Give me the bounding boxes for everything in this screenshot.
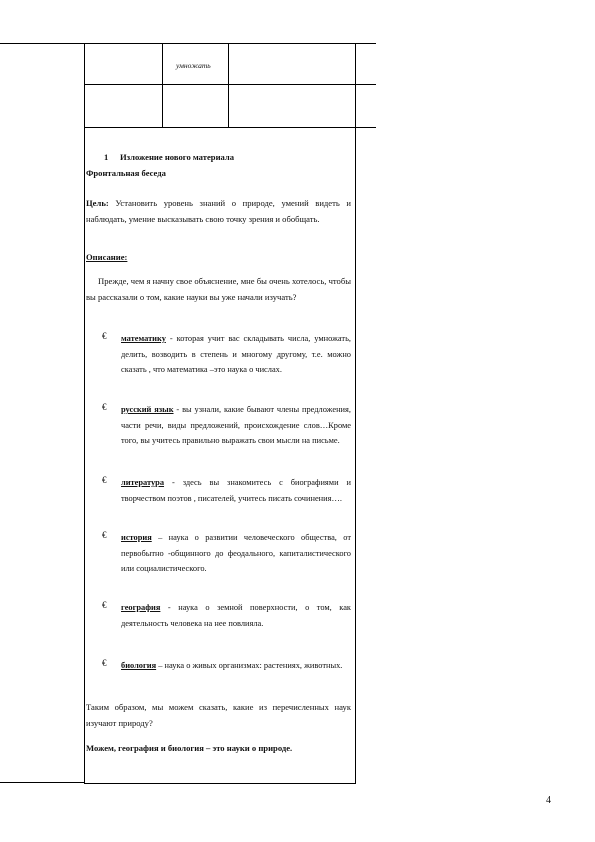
bullet-icon: € (102, 530, 107, 540)
table-bottom-border (84, 783, 356, 784)
description-label: Описание: (86, 252, 128, 262)
goal-text: Установить уровень знаний о природе, умений видеть и наблюдать, умение высказывать свою точку зрения и обобщать. (86, 198, 351, 224)
list-item-term: биология (121, 661, 157, 670)
list-item-term: русский язык (121, 405, 174, 414)
table-cell-label: умножать (176, 61, 211, 70)
inner-row-line-2 (84, 127, 376, 128)
section-number: 1 (104, 152, 109, 162)
question-paragraph: Таким образом, мы можем сказать, какие из перечисленных наук изучают природу? (86, 702, 351, 728)
section-heading: Изложение нового материала (120, 152, 235, 162)
list-item-text: – наука о развитии человеческого общества, от первобытно -общинного до феодального, капиталистического или социалистического. (121, 533, 351, 573)
inner-col-line-1 (162, 43, 163, 128)
list-item-russian (121, 402, 351, 449)
bullet-icon: € (102, 402, 107, 412)
list-item-text: - здесь вы знакомитесь с биографиями и творчеством поэтов , писателей, учитесь писать сочинения…. (121, 478, 351, 503)
bullet-icon: € (102, 475, 107, 485)
list-item-literature (121, 475, 351, 506)
list-item-term: литература (121, 478, 165, 487)
bullet-icon: € (102, 658, 107, 668)
list-item-history (121, 530, 351, 577)
inner-col-line-2 (228, 43, 229, 128)
page-number: 4 (546, 795, 551, 806)
list-item-geography (121, 600, 351, 631)
section-subheading: Фронтальная беседа (86, 168, 166, 178)
bullet-icon: € (102, 331, 107, 341)
list-item-term: география (121, 603, 161, 612)
bullet-icon: € (102, 600, 107, 610)
list-item-term: история (121, 533, 152, 542)
list-item-term: математику (121, 334, 166, 343)
page-left-rule (0, 782, 84, 783)
list-item-math (121, 331, 351, 378)
list-item-text: - вы узнали, какие бывают члены предложения, части речи, виды предложений, происхождение слов…Кроме того, вы учитесь правильно выражать свои мысли на письме. (121, 405, 351, 445)
list-item-text: – наука о живых организмах: растениях, животных. (156, 661, 343, 670)
goal-label: Цель: (86, 198, 109, 208)
table-left-border (84, 43, 85, 783)
intro-paragraph: Прежде, чем я начну свое объяснение, мне бы очень хотелось, чтобы вы рассказали о том, какие науки вы уже начали изучать? (86, 276, 351, 302)
table-right-border (355, 43, 356, 783)
list-item-biology (121, 658, 351, 674)
goal-paragraph (86, 196, 351, 227)
list-item-text: - которая учит вас складывать числа, умножать, делить, возводить в степень и многому другому, т.е. можно сказать , что математика –это наука о числах. (121, 334, 351, 374)
inner-row-line-1 (84, 84, 376, 85)
answer-paragraph: Можем, география и биология – это науки о природе. (86, 743, 293, 753)
table-top-border (0, 43, 376, 44)
list-item-text: - наука о земной поверхности, о том, как деятельность человека на нее повлияла. (121, 603, 351, 628)
